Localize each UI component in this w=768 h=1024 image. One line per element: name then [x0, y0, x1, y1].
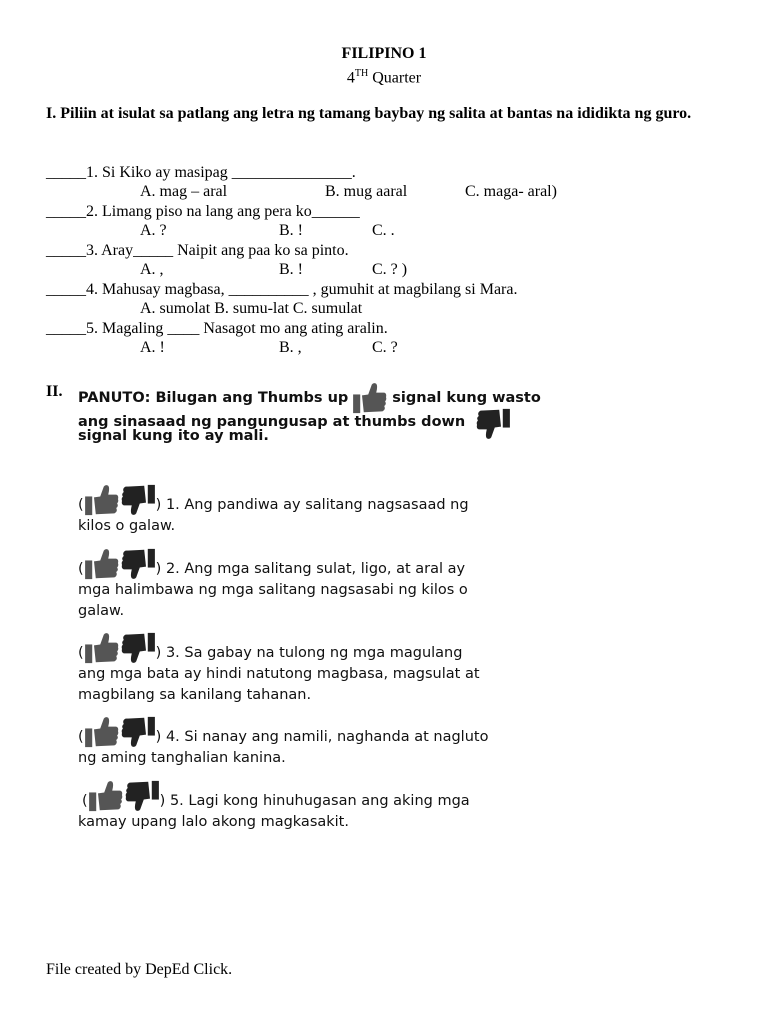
quarter-number: 4: [346, 69, 355, 87]
item-text-cont: ng aming tanghalian kanina.: [78, 750, 286, 766]
part1-instruction: I. Piliin at isulat sa patlang ang letra ng tamang baybay ng salita at bantas na ididikta ng guro.: [46, 105, 692, 122]
footer-credit: File created by DepEd Click.: [46, 961, 233, 978]
option-a: A. !: [140, 339, 165, 356]
thumbs-up-icon[interactable]: [88, 780, 124, 812]
thumbs-down-icon: [475, 408, 511, 440]
part1-item-3: _____3. Aray_____ Naipit ang paa ko sa pinto.: [46, 242, 349, 259]
part1-item-5: _____5. Magaling ____ Nasagot mo ang ating aralin.: [46, 320, 388, 337]
part1-item-5-options: [0, 338, 768, 357]
quarter-word: Quarter: [372, 69, 422, 87]
part1-item-3-options: [0, 260, 768, 279]
item-text: ) 2. Ang mga salitang sulat, ligo, at aral ay: [155, 561, 466, 577]
worksheet-title: FILIPINO 1: [341, 45, 427, 62]
item-text-cont: kilos o galaw.: [78, 518, 176, 534]
option-a: A. mag – aral: [140, 183, 228, 200]
option-a: A. ?: [140, 222, 167, 239]
open-paren: (: [78, 497, 84, 513]
option-a: A. ,: [140, 261, 164, 278]
option-c: C. ? ): [372, 261, 408, 278]
part1-item-2-options: [0, 221, 768, 240]
thumbs-up-icon[interactable]: [84, 484, 120, 516]
item-text-cont: kamay upang lalo akong magkasakit.: [78, 814, 349, 830]
part2-item-1: [78, 484, 548, 537]
option-b: B. mug aaral: [325, 183, 408, 200]
item-text-cont: galaw.: [78, 603, 125, 619]
part2-item-3: [78, 632, 548, 706]
open-paren: (: [78, 729, 84, 745]
part1-item-4-options: [0, 299, 768, 318]
option-c: C. .: [372, 222, 395, 239]
option-b: B. ,: [279, 339, 302, 356]
thumbs-down-icon[interactable]: [120, 716, 156, 748]
panuto-label: PANUTO: [78, 389, 145, 406]
thumbs-up-icon[interactable]: [84, 548, 120, 580]
thumbs-down-icon[interactable]: [124, 780, 160, 812]
quarter-superscript: TH: [354, 68, 369, 79]
part1-item-4: _____4. Mahusay magbasa, __________ , gumuhit at magbilang si Mara.: [46, 281, 518, 298]
option-line: A. sumolat B. sumu-lat C. sumulat: [140, 300, 363, 317]
open-paren: (: [78, 645, 84, 661]
thumbs-down-icon[interactable]: [120, 484, 156, 516]
part2-number: II.: [46, 383, 63, 400]
item-text: ) 1. Ang pandiwa ay salitang nagsasaad ng: [155, 497, 469, 513]
option-c: C. ?: [372, 339, 398, 356]
thumbs-up-icon[interactable]: [84, 716, 120, 748]
item-text-cont: ang mga bata ay hindi natutong magbasa, magsulat at: [78, 666, 480, 682]
panuto-text-b: signal kung wasto: [392, 389, 541, 406]
part2-item-5: [78, 780, 548, 833]
panuto-text-a: : Bilugan ang Thumbs up: [144, 389, 349, 406]
part2-instruction-line-3: signal kung ito ay mali.: [78, 428, 269, 444]
item-text-cont: mga halimbawa ng mga salitang nagsasabi ng kilos o: [78, 582, 468, 598]
item-text-cont: magbilang sa kanilang tahanan.: [78, 687, 312, 703]
part2-item-4: [78, 716, 548, 769]
part2-item-2: [78, 548, 548, 622]
quarter-label: [0, 64, 768, 87]
part1-item-1: _____1. Si Kiko ay masipag _______________.: [46, 164, 356, 181]
option-b: B. !: [279, 261, 303, 278]
open-paren: (: [78, 561, 84, 577]
part1-item-1-options: [0, 182, 768, 201]
item-text: ) 4. Si nanay ang namili, naghanda at nagluto: [155, 729, 489, 745]
panuto-line-2: ang sinasaad ng pangungusap at thumbs down: [78, 413, 466, 430]
thumbs-down-icon[interactable]: [120, 548, 156, 580]
item-text: ) 3. Sa gabay na tulong ng mga magulang: [155, 645, 463, 661]
thumbs-up-icon[interactable]: [84, 632, 120, 664]
thumbs-down-icon[interactable]: [120, 632, 156, 664]
part1-item-2: _____2. Limang piso na lang ang pera ko______: [46, 203, 360, 220]
option-c: C. maga- aral): [465, 183, 557, 200]
open-paren: (: [82, 793, 88, 809]
option-b: B. !: [279, 222, 303, 239]
item-text: ) 5. Lagi kong hinuhugasan ang aking mga: [159, 793, 470, 809]
